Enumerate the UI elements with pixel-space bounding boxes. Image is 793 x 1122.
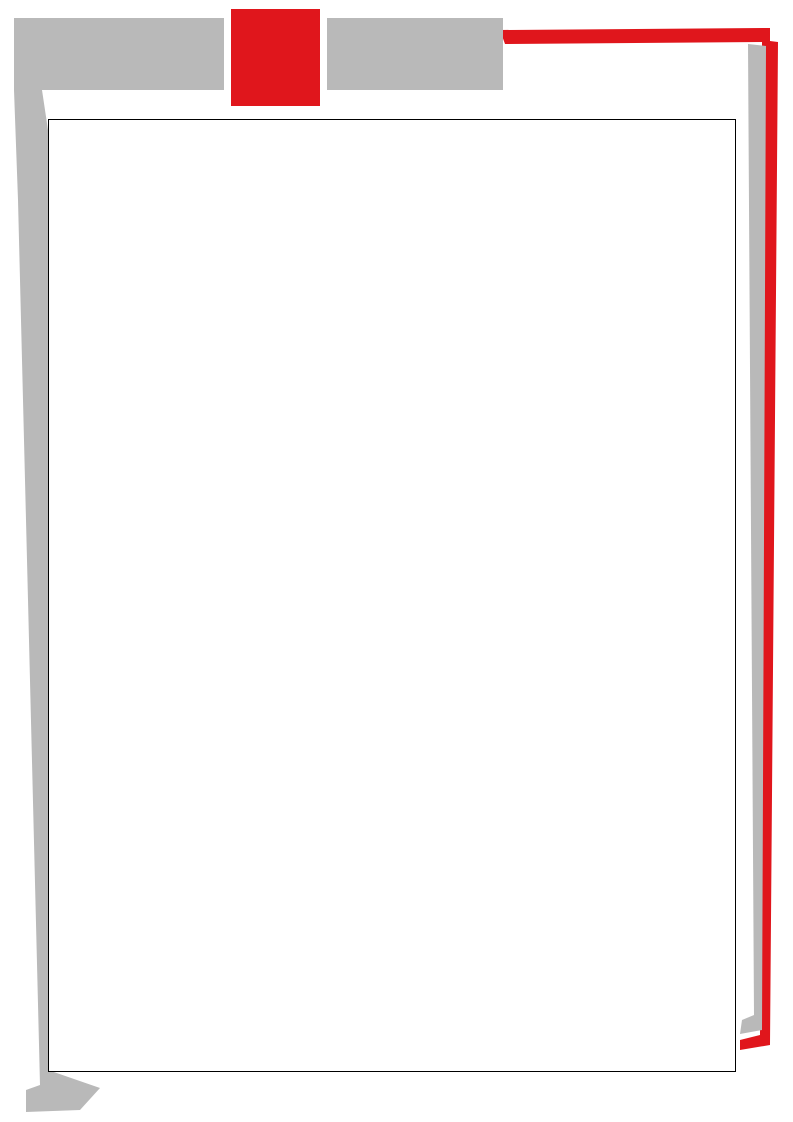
logo-lenin bbox=[14, 18, 224, 90]
red-swoosh-top bbox=[500, 28, 770, 44]
menu-card bbox=[48, 119, 736, 1072]
logo-g bbox=[231, 9, 320, 106]
logo-rad bbox=[327, 18, 503, 90]
gray-swoosh-right bbox=[740, 44, 766, 1034]
